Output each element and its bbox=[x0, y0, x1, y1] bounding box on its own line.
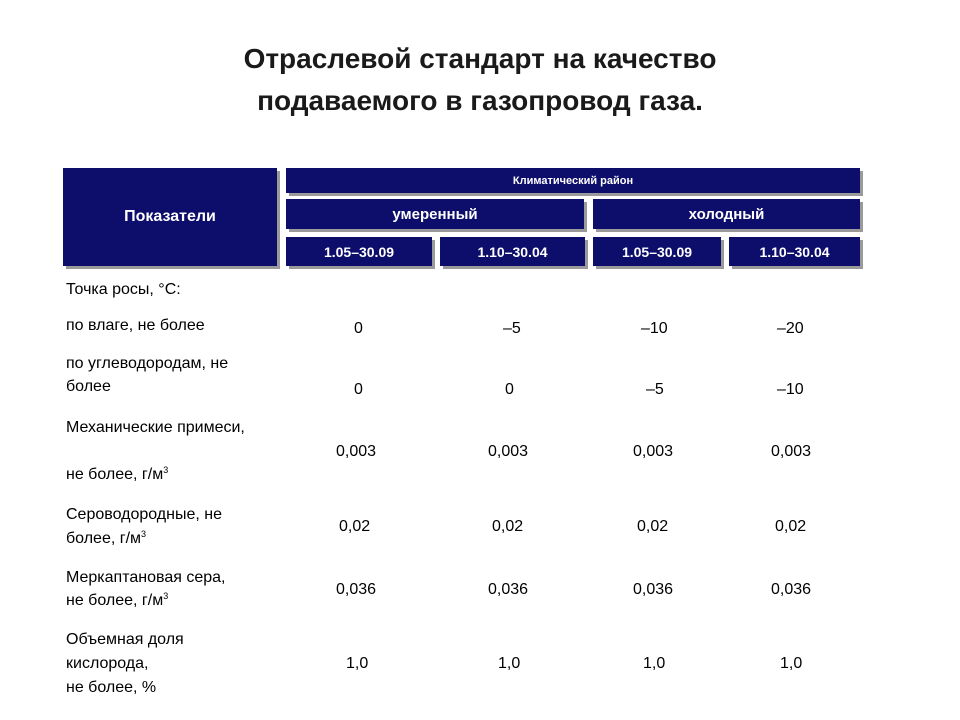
header-period-3 bbox=[593, 237, 721, 266]
row-hydrogen-sulfide-value-1: 0,02 bbox=[339, 518, 371, 535]
row-mercaptan-value-4: 0,036 bbox=[771, 581, 812, 598]
header-temperate bbox=[286, 199, 584, 229]
row-hydrogen-sulfide-label-2-text: более, г/м bbox=[66, 530, 142, 547]
row-hydrocarbons-value-1: 0 bbox=[354, 381, 363, 398]
row-mercaptan-label-1: Меркаптановая сера, bbox=[66, 569, 226, 586]
row-mechanical-label-2-text: не более, г/м bbox=[66, 466, 164, 483]
row-mechanical-value-2: 0,003 bbox=[488, 443, 529, 460]
row-hydrogen-sulfide-label-1: Сероводородные, не bbox=[66, 506, 222, 523]
row-oxygen-label-1: Объемная доля bbox=[66, 631, 184, 648]
row-mechanical-label-1: Механические примеси, bbox=[66, 419, 245, 436]
row-mercaptan-value-3: 0,036 bbox=[633, 581, 674, 598]
header-climate-region-label: Климатический район bbox=[512, 174, 634, 187]
page-title bbox=[0, 38, 960, 122]
row-hydrogen-sulfide-value-3: 0,02 bbox=[637, 518, 669, 535]
row-hydrocarbons-value-2: 0 bbox=[505, 381, 514, 398]
header-period-2 bbox=[440, 237, 585, 266]
row-mercaptan-label-2-text: не более, г/м bbox=[66, 592, 164, 609]
header-period-2-label: 1.10–30.04 bbox=[477, 243, 548, 260]
row-mechanical-label-2 bbox=[66, 464, 296, 486]
row-mechanical-value-4: 0,003 bbox=[771, 443, 812, 460]
row-hydrogen-sulfide-value-2: 0,02 bbox=[492, 518, 524, 535]
title-line-2: подаваемого в газопровод газа. bbox=[257, 85, 703, 116]
header-period-4 bbox=[729, 237, 860, 266]
row-mechanical-value-1: 0,003 bbox=[336, 443, 377, 460]
row-hydrogen-sulfide-sup: 3 bbox=[141, 529, 147, 539]
row-hydrocarbons-value-4: –10 bbox=[777, 381, 804, 398]
row-moisture-value-2: –5 bbox=[503, 320, 521, 337]
row-oxygen-value-1: 1,0 bbox=[346, 655, 369, 672]
row-hydrocarbons-label-2: более bbox=[66, 378, 111, 395]
row-dew-point-label: Точка росы, °С: bbox=[66, 281, 181, 298]
row-mercaptan-label-2 bbox=[66, 590, 296, 612]
row-moisture-value-4: –20 bbox=[777, 320, 804, 337]
row-hydrogen-sulfide-label-2 bbox=[66, 528, 296, 550]
row-oxygen-value-2: 1,0 bbox=[498, 655, 521, 672]
row-hydrocarbons-value-3: –5 bbox=[646, 381, 664, 398]
header-period-1 bbox=[286, 237, 432, 266]
row-hydrogen-sulfide-value-4: 0,02 bbox=[775, 518, 807, 535]
header-indicators-label: Показатели bbox=[124, 208, 216, 225]
title-line-1: Отраслевой стандарт на качество bbox=[243, 43, 717, 74]
row-mercaptan-sup: 3 bbox=[163, 591, 169, 601]
row-hydrocarbons-label-1: по углеводородам, не bbox=[66, 355, 229, 372]
header-temperate-label: умеренный bbox=[392, 205, 478, 223]
row-moisture-label: по влаге, не более bbox=[66, 317, 205, 334]
row-oxygen-value-4: 1,0 bbox=[780, 655, 803, 672]
row-mechanical-sup: 3 bbox=[163, 465, 169, 475]
row-oxygen-label-3: не более, % bbox=[66, 679, 157, 696]
row-mercaptan-value-2: 0,036 bbox=[488, 581, 529, 598]
header-period-1-label: 1.05–30.09 bbox=[323, 243, 395, 260]
row-mechanical-value-3: 0,003 bbox=[633, 443, 674, 460]
header-cold bbox=[593, 199, 860, 229]
header-period-3-label: 1.05–30.09 bbox=[621, 243, 693, 260]
header-period-4-label: 1.10–30.04 bbox=[759, 243, 830, 260]
header-climate-region bbox=[286, 168, 860, 193]
header-cold-label: холодный bbox=[688, 205, 765, 223]
row-oxygen-value-3: 1,0 bbox=[643, 655, 666, 672]
row-moisture-value-1: 0 bbox=[354, 320, 363, 337]
row-oxygen-label-2: кислорода, bbox=[66, 655, 149, 672]
row-moisture-value-3: –10 bbox=[641, 320, 668, 337]
row-mercaptan-value-1: 0,036 bbox=[336, 581, 377, 598]
header-indicators bbox=[63, 168, 277, 266]
